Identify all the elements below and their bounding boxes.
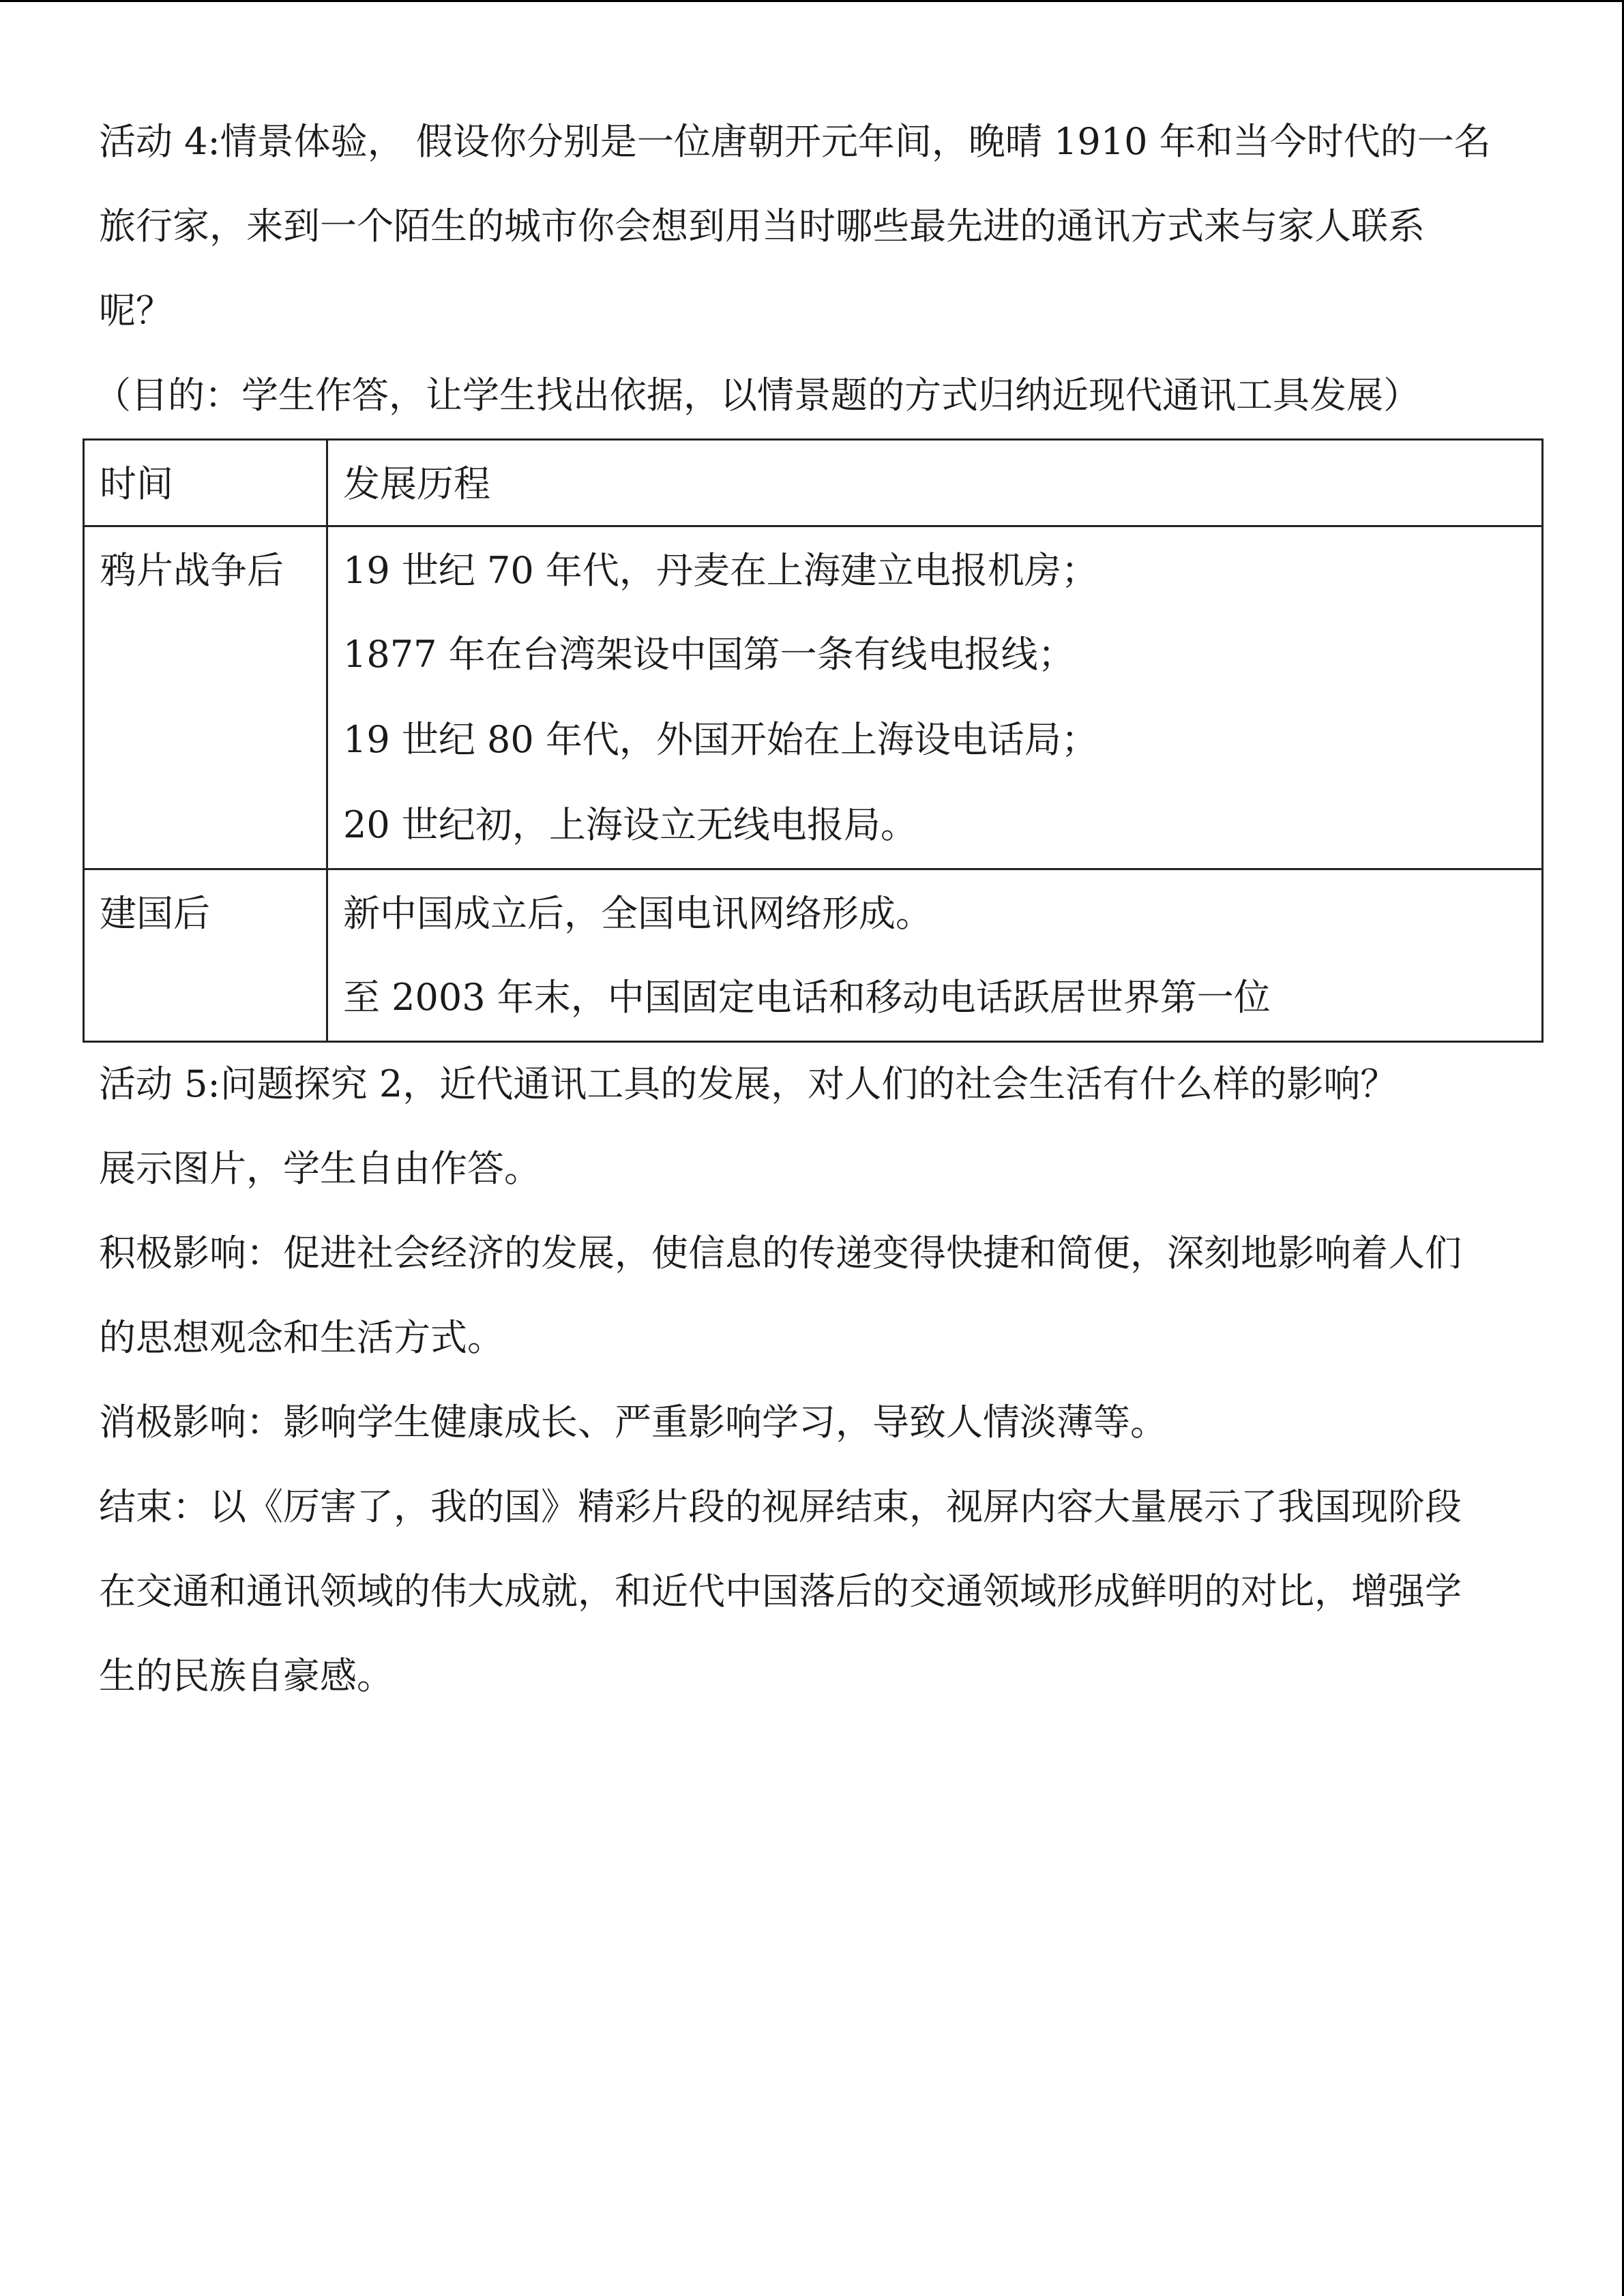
development-table [83, 438, 1544, 1043]
table-row [84, 869, 1543, 1042]
ending-line1: 结束：以《厉害了，我的国》精彩片段的视屏结束，视屏内容大量展示了我国现阶段 [99, 1485, 1462, 1528]
positive-impact-line1: 积极影响：促进社会经济的发展，使信息的传递变得快捷和简便，深刻地影响着人们 [99, 1232, 1462, 1274]
negative-impact: 消极影响：影响学生健康成长、严重影响学习，导致人情淡薄等。 [99, 1401, 1167, 1444]
activity4-line2: 旅行家，来到一个陌生的城市你会想到用当时哪些最先进的通讯方式来与家人联系 [99, 205, 1425, 248]
activity5-line2: 展示图片，学生自由作答。 [99, 1147, 541, 1190]
table-cell-period [84, 869, 327, 1042]
header-time: 时间 [100, 462, 173, 505]
activity4-purpose: （目的：学生作答，让学生找出依据，以情景题的方式归纳近现代通讯工具发展） [94, 374, 1420, 417]
ending-line3: 生的民族自豪感。 [99, 1654, 394, 1697]
table-cell-items [327, 869, 1543, 1042]
header-history: 发展历程 [343, 462, 490, 505]
table-header-cell [327, 440, 1543, 526]
table-cell-period [84, 526, 327, 869]
table-cell-items [327, 526, 1543, 869]
history-item: 1877 年在台湾架设中国第一条有线电报线； [343, 633, 1075, 676]
table-header-row [84, 440, 1543, 526]
table-header-cell [84, 440, 327, 526]
history-item: 20 世纪初，上海设立无线电报局。 [343, 803, 917, 846]
period-label: 鸦片战争后 [100, 549, 284, 592]
table-row [84, 526, 1543, 869]
activity4-line1: 活动 4:情景体验， 假设你分别是一位唐朝开元年间，晚晴 1910 年和当今时代的一名 [99, 120, 1491, 163]
ending-line2: 在交通和通讯领域的伟大成就，和近代中国落后的交通领域形成鲜明的对比，增强学 [99, 1570, 1462, 1613]
positive-impact-line2: 的思想观念和生活方式。 [99, 1316, 504, 1359]
page-border-top [0, 0, 1624, 2]
activity4-line3: 呢？ [99, 289, 173, 332]
history-item: 新中国成立后，全国电讯网络形成。 [343, 892, 932, 935]
history-item: 至 2003 年末，中国固定电话和移动电话跃居世界第一位 [343, 976, 1271, 1019]
history-item: 19 世纪 80 年代，外国开始在上海设电话局； [343, 718, 1098, 761]
period-label: 建国后 [100, 892, 210, 935]
activity5-line1: 活动 5:问题探究 2，近代通讯工具的发展，对人们的社会生活有什么样的影响？ [99, 1062, 1398, 1105]
history-item: 19 世纪 70 年代，丹麦在上海建立电报机房； [343, 549, 1098, 592]
